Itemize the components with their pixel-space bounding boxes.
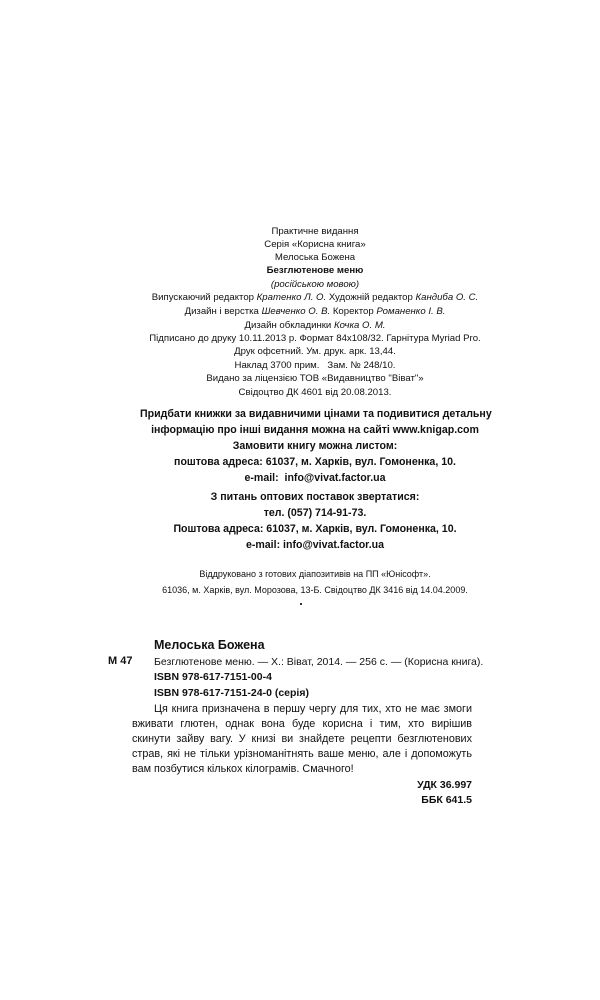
label: Коректор [330, 306, 377, 317]
cover-designer: Кочка О. М. [333, 320, 386, 331]
print-line: Друк офсетний. Ум. друк. арк. 13,44. [234, 346, 396, 357]
publication-type: Практичне видання [271, 226, 359, 237]
order-email: e-mail: info@vivat.factor.ua [244, 472, 386, 484]
printer-line: 61036, м. Харків, вул. Морозова, 13-Б. Свідоцтво ДК 3416 від 14.04.2009. [162, 585, 468, 595]
order-line: Замовити книгу можна листом: [232, 440, 398, 452]
wholesale-phone: тел. (057) 714-91-73. [263, 507, 367, 519]
catalog-code: М 47 [108, 655, 133, 667]
series: Серія «Корисна книга» [264, 239, 366, 250]
order-line: поштова адреса: 61037, м. Харків, вул. Гомоненка, 10. [174, 456, 456, 468]
catalog-description: Безглютенове меню. — Х.: Віват, 2014. — 256 с. — (Корисна книга). [154, 656, 484, 668]
language-note: (російською мовою) [270, 279, 360, 290]
udk: УДК 36.997 [417, 779, 472, 791]
order-line: Придбати книжки за видавничими цінами та подивитися детальну [140, 408, 492, 420]
wholesale-address: Поштова адреса: 61037, м. Харків, вул. Гомоненка, 10. [173, 523, 457, 535]
book-title: Безглютенове меню [266, 265, 364, 276]
art-editor-name: Кандиба О. С. [415, 292, 479, 303]
isbn-series: ISBN 978-617-7151-24-0 (серія) [154, 687, 309, 699]
cover-line [140, 320, 490, 332]
bbk: ББК 641.5 [421, 794, 472, 806]
label: Випускаючий редактор [151, 292, 257, 303]
layout-name: Шевченко О. В. [261, 306, 331, 317]
signed-line: Підписано до друку 10.11.2013 р. Формат 84х108/32. Гарнітура Myriad Pro. [149, 333, 481, 344]
label: Дизайн обкладинки [244, 320, 334, 331]
annotation: Ця книга призначена в першу чергу для тих, хто не має змоги вживати глютен, однак вона буде корисна і тим, хто вирішив скинути зайву вагу. У книзі ви знайдете рецепти безглютенових страв, які не тільки урізноманітнять ваше меню, але і допоможуть вам позбутися кількох кілограмів. Смачного! [132, 703, 472, 775]
editors-line [140, 292, 490, 304]
run-line: Наклад 3700 прим. Зам. № 248/10. [234, 360, 396, 371]
wholesale-email: e-mail: info@vivat.factor.ua [245, 539, 385, 551]
label: Дизайн і верстка [184, 306, 262, 317]
isbn: ISBN 978-617-7151-00-4 [154, 671, 272, 683]
decorative-dot [300, 603, 302, 605]
layout-line [140, 306, 490, 318]
catalog-author: Мелоська Божена [154, 638, 265, 652]
certificate-line: Свідоцтво ДК 4601 від 20.08.2013. [238, 387, 392, 398]
author: Мелоська Божена [274, 252, 356, 263]
license-line: Видано за ліцензією ТОВ «Видавництво "Віват"» [206, 373, 424, 384]
editor-name: Кратенко Л. О. [256, 292, 327, 303]
printer-line: Віддруковано з готових діапозитивів на ПП «Юнісофт». [199, 569, 431, 579]
corrector-name: Романенко І. В. [376, 306, 446, 317]
wholesale-line: З питань оптових поставок звертатися: [210, 491, 420, 503]
label: Художній редактор [326, 292, 416, 303]
order-line: інформацію про інші видання можна на сайті www.knigap.com [151, 424, 479, 436]
